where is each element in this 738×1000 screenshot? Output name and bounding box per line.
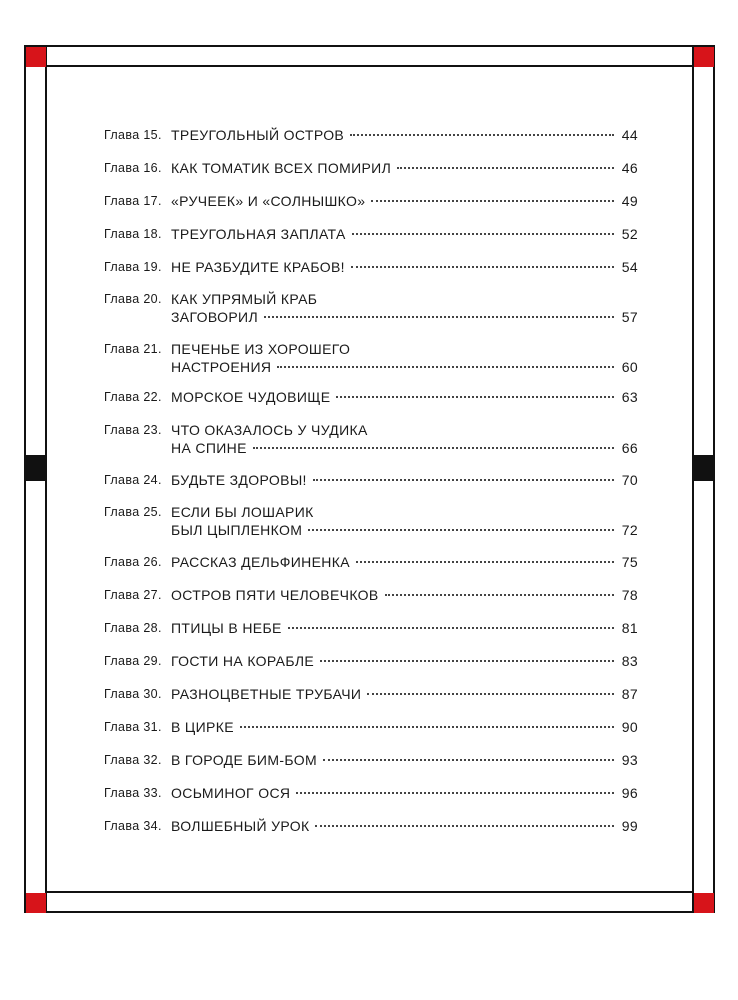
chapter-title-line: НА СПИНЕ: [171, 440, 247, 456]
chapter-title-line: НАСТРОЕНИЯ: [171, 359, 272, 375]
chapter-number: Глава 30.: [104, 687, 162, 701]
chapter-title-last-line: [171, 619, 638, 637]
chapter-title-last-line: [171, 553, 638, 571]
chapter-title: [171, 784, 638, 802]
chapter-title: [171, 225, 638, 243]
chapter-title-last-line: [171, 308, 638, 326]
corner-square-bottom-right: [694, 893, 714, 913]
chapter-title-last-line: [171, 126, 638, 144]
page-number: 46: [621, 160, 638, 176]
chapter-title-line: ЕСЛИ БЫ ЛОШАРИК: [171, 504, 314, 520]
chapter-title: [171, 471, 638, 489]
chapter-title-last-line: [171, 784, 638, 802]
chapter-title-last-line: [171, 685, 638, 703]
chapter-title-last-line: [171, 817, 638, 835]
chapter-title: [171, 817, 638, 835]
chapter-title: [171, 421, 638, 457]
chapter-number: Глава 29.: [104, 654, 162, 668]
chapter-title-last-line: [171, 159, 638, 177]
dot-leader: [397, 167, 614, 169]
corner-square-top-left: [26, 47, 46, 67]
page-number: 49: [621, 193, 638, 209]
chapter-title-line: ОСЬМИНОГ ОСЯ: [171, 785, 291, 801]
page-number: 78: [621, 587, 638, 603]
chapter-title-last-line: [171, 652, 638, 670]
chapter-title: [171, 290, 638, 326]
chapter-title: [171, 258, 638, 276]
dot-leader: [352, 233, 614, 235]
dot-leader: [240, 726, 614, 728]
chapter-title: [171, 340, 638, 376]
corner-square-bottom-left: [26, 893, 46, 913]
chapter-title-last-line: [171, 358, 638, 376]
chapter-title-last-line: [171, 586, 638, 604]
page-number: 90: [621, 719, 638, 735]
chapter-title-last-line: [171, 718, 638, 736]
dot-leader: [264, 316, 614, 318]
chapter-title-line: ВОЛШЕБНЫЙ УРОК: [171, 818, 310, 834]
page-number: 72: [621, 522, 638, 538]
page-number: 96: [621, 785, 638, 801]
chapter-number: Глава 33.: [104, 786, 162, 800]
chapter-number: Глава 28.: [104, 621, 162, 635]
chapter-title-line: МОРСКОЕ ЧУДОВИЩЕ: [171, 389, 331, 405]
chapter-number: Глава 23.: [104, 423, 162, 437]
page-number: 70: [621, 472, 638, 488]
chapter-number: Глава 25.: [104, 505, 162, 519]
page-number: 81: [621, 620, 638, 636]
dot-leader: [277, 366, 614, 368]
dot-leader: [371, 200, 614, 202]
chapter-title-line: КАК ТОМАТИК ВСЕХ ПОМИРИЛ: [171, 160, 392, 176]
chapter-number: Глава 15.: [104, 128, 162, 142]
chapter-title-line: ПТИЦЫ В НЕБЕ: [171, 620, 282, 636]
chapter-title: [171, 652, 638, 670]
chapter-title-line: ТРЕУГОЛЬНАЯ ЗАПЛАТА: [171, 226, 346, 242]
chapter-title: [171, 718, 638, 736]
chapter-number: Глава 22.: [104, 390, 162, 404]
chapter-title: [171, 503, 638, 539]
page-number: 44: [621, 127, 638, 143]
chapter-number: Глава 16.: [104, 161, 162, 175]
page-number: 99: [621, 818, 638, 834]
chapter-number: Глава 31.: [104, 720, 162, 734]
page-number: 52: [621, 226, 638, 242]
chapter-title-line: ПЕЧЕНЬЕ ИЗ ХОРОШЕГО: [171, 341, 351, 357]
chapter-title-line: КАК УПРЯМЫЙ КРАБ: [171, 291, 318, 307]
chapter-title-last-line: [171, 192, 638, 210]
chapter-title-last-line: [171, 388, 638, 406]
chapter-title: [171, 388, 638, 406]
chapter-title: [171, 619, 638, 637]
dot-leader: [315, 825, 614, 827]
chapter-title: [171, 192, 638, 210]
page-number: 60: [621, 359, 638, 375]
chapter-title-line: НЕ РАЗБУДИТЕ КРАБОВ!: [171, 259, 345, 275]
chapter-number: Глава 24.: [104, 473, 162, 487]
dot-leader: [288, 627, 614, 629]
chapter-number: Глава 17.: [104, 194, 162, 208]
chapter-title: [171, 126, 638, 144]
chapter-number: Глава 20.: [104, 292, 162, 306]
dot-leader: [367, 693, 614, 695]
dot-leader: [356, 561, 614, 563]
chapter-title-last-line: [171, 225, 638, 243]
chapter-title-line: ЧТО ОКАЗАЛОСЬ У ЧУДИКА: [171, 422, 368, 438]
dot-leader: [296, 792, 614, 794]
chapter-title-line: БЫЛ ЦЫПЛЕНКОМ: [171, 522, 303, 538]
chapter-title-line: «РУЧЕЕК» И «СОЛНЫШКО»: [171, 193, 366, 209]
chapter-title-line: ЗАГОВОРИЛ: [171, 309, 258, 325]
chapter-title: [171, 586, 638, 604]
chapter-title-line: ГОСТИ НА КОРАБЛЕ: [171, 653, 315, 669]
chapter-title: [171, 751, 638, 769]
chapter-title-last-line: [171, 751, 638, 769]
dot-leader: [336, 396, 614, 398]
chapter-number: Глава 34.: [104, 819, 162, 833]
side-mark-right: [693, 455, 714, 481]
dot-leader: [350, 134, 614, 136]
chapter-title-line: РАЗНОЦВЕТНЫЕ ТРУБАЧИ: [171, 686, 362, 702]
page-number: 83: [621, 653, 638, 669]
corner-square-top-right: [694, 47, 714, 67]
chapter-title-line: В ЦИРКЕ: [171, 719, 234, 735]
chapter-title-last-line: [171, 439, 638, 457]
page-number: 54: [621, 259, 638, 275]
chapter-title-line: ОСТРОВ ПЯТИ ЧЕЛОВЕЧКОВ: [171, 587, 379, 603]
side-mark-left: [25, 455, 46, 481]
dot-leader: [351, 266, 614, 268]
chapter-number: Глава 26.: [104, 555, 162, 569]
dot-leader: [320, 660, 614, 662]
page-number: 66: [621, 440, 638, 456]
chapter-title-line: РАССКАЗ ДЕЛЬФИНЕНКА: [171, 554, 350, 570]
chapter-title: [171, 159, 638, 177]
chapter-title: [171, 553, 638, 571]
page-number: 87: [621, 686, 638, 702]
chapter-number: Глава 32.: [104, 753, 162, 767]
chapter-title-last-line: [171, 521, 638, 539]
dot-leader: [253, 447, 614, 449]
page-number: 57: [621, 309, 638, 325]
chapter-number: Глава 18.: [104, 227, 162, 241]
chapter-title-last-line: [171, 258, 638, 276]
chapter-title-line: БУДЬТЕ ЗДОРОВЫ!: [171, 472, 307, 488]
frame-bottom-border: [24, 891, 715, 913]
chapter-number: Глава 27.: [104, 588, 162, 602]
dot-leader: [313, 479, 614, 481]
dot-leader: [323, 759, 614, 761]
chapter-title-last-line: [171, 471, 638, 489]
dot-leader: [308, 529, 614, 531]
page-number: 93: [621, 752, 638, 768]
chapter-number: Глава 19.: [104, 260, 162, 274]
page-number: 63: [621, 389, 638, 405]
page-number: 75: [621, 554, 638, 570]
dot-leader: [385, 594, 614, 596]
chapter-title-line: В ГОРОДЕ БИМ-БОМ: [171, 752, 317, 768]
chapter-number: Глава 21.: [104, 342, 162, 356]
chapter-title-line: ТРЕУГОЛЬНЫЙ ОСТРОВ: [171, 127, 345, 143]
chapter-title: [171, 685, 638, 703]
frame-top-border: [24, 45, 715, 67]
